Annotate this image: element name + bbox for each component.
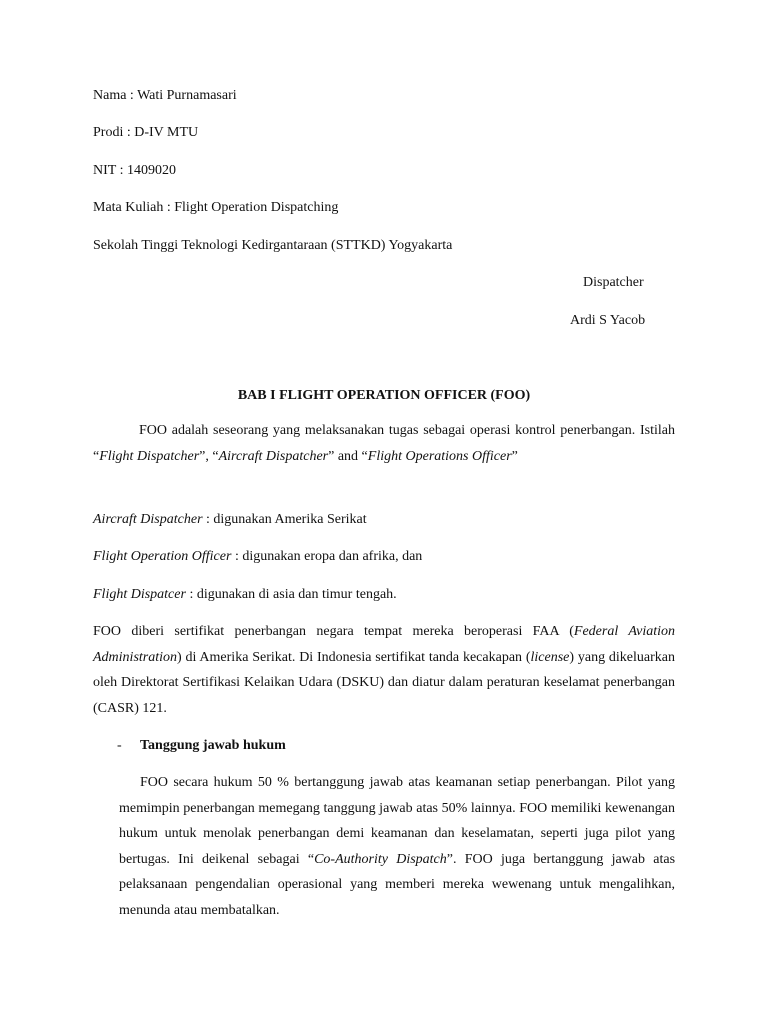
term-line-3 <box>93 585 397 605</box>
header-role: Dispatcher <box>583 275 644 290</box>
cert-term-faa: Federal Aviation Administration <box>93 624 675 665</box>
cert-text-a: FOO diberi sertifikat penerbangan negara tempat mereka beroperasi FAA ( <box>93 624 574 639</box>
term-desc: : digunakan Amerika Serikat <box>202 512 367 527</box>
resp-text-b: ”. FOO juga bertanggung jawab atas pelaksanaan pengendalian operasional yang memberi mereka wewenang untuk mengalihkan, menunda atau membatalkan. <box>119 851 676 918</box>
term-name: Flight Dispatcer <box>93 587 186 602</box>
intro-text-d: ” <box>511 448 518 464</box>
intro-text-c: ” and “ <box>328 448 368 464</box>
term-line-1 <box>93 510 367 530</box>
chapter-title: BAB I FLIGHT OPERATION OFFICER (FOO) <box>237 388 531 403</box>
responsibility-paragraph <box>119 770 675 923</box>
term-desc: : digunakan di asia dan timur tengah. <box>185 587 397 602</box>
section-bullet: - <box>117 738 122 753</box>
certificate-paragraph <box>93 619 675 721</box>
term-line-2 <box>93 547 422 567</box>
intro-term-3: Flight Operations Officer <box>367 448 512 464</box>
cert-text-c: ) yang dikeluarkan oleh Direktorat Sertifikasi Kelaikan Udara (DSKU) dan diatur dalam peraturan keselamat penerbangan (CASR) 121. <box>93 649 675 716</box>
header-prodi: Prodi : D-IV MTU <box>93 125 199 140</box>
intro-text-a: FOO adalah seseorang yang melaksanakan tugas sebagai operasi kontrol penerbangan. Istilah “ <box>93 423 675 464</box>
header-mata-kuliah: Mata Kuliah : Flight Operation Dispatching <box>93 200 339 215</box>
intro-text-b: ”, “ <box>199 448 219 464</box>
resp-text-a: FOO secara hukum 50 % bertanggung jawab atas keamanan setiap penerbangan. Pilot yang memimpin penerbangan memegang tanggung jawab atas 50% lainnya. FOO memiliki kewenangan hukum untuk menolak penerbangan demi keamanan dan keselamatan, seperti juga pilot yang bertugas. Ini deikenal sebagai “ <box>119 775 675 867</box>
term-name: Flight Operation Officer <box>93 549 232 564</box>
term-desc: : digunakan eropa dan afrika, dan <box>231 549 423 564</box>
cert-text-b: ) di Amerika Serikat. Di Indonesia sertifikat tanda kecakapan ( <box>177 649 531 665</box>
term-name: Aircraft Dispatcher <box>93 512 203 527</box>
header-nit: NIT : 1409020 <box>93 163 176 178</box>
resp-term-coauthority: Co-Authority Dispatch <box>314 851 447 867</box>
section-heading: Tanggung jawab hukum <box>140 738 286 753</box>
header-sekolah: Sekolah Tinggi Teknologi Kedirgantaraan (STTKD) Yogyakarta <box>93 238 453 253</box>
cert-term-license: license <box>530 649 570 665</box>
header-nama: Nama : Wati Purnamasari <box>93 88 237 103</box>
intro-term-1: Flight Dispatcher <box>99 448 200 464</box>
header-person: Ardi S Yacob <box>570 313 646 328</box>
intro-paragraph <box>93 418 675 469</box>
intro-term-2: Aircraft Dispatcher <box>218 448 329 464</box>
